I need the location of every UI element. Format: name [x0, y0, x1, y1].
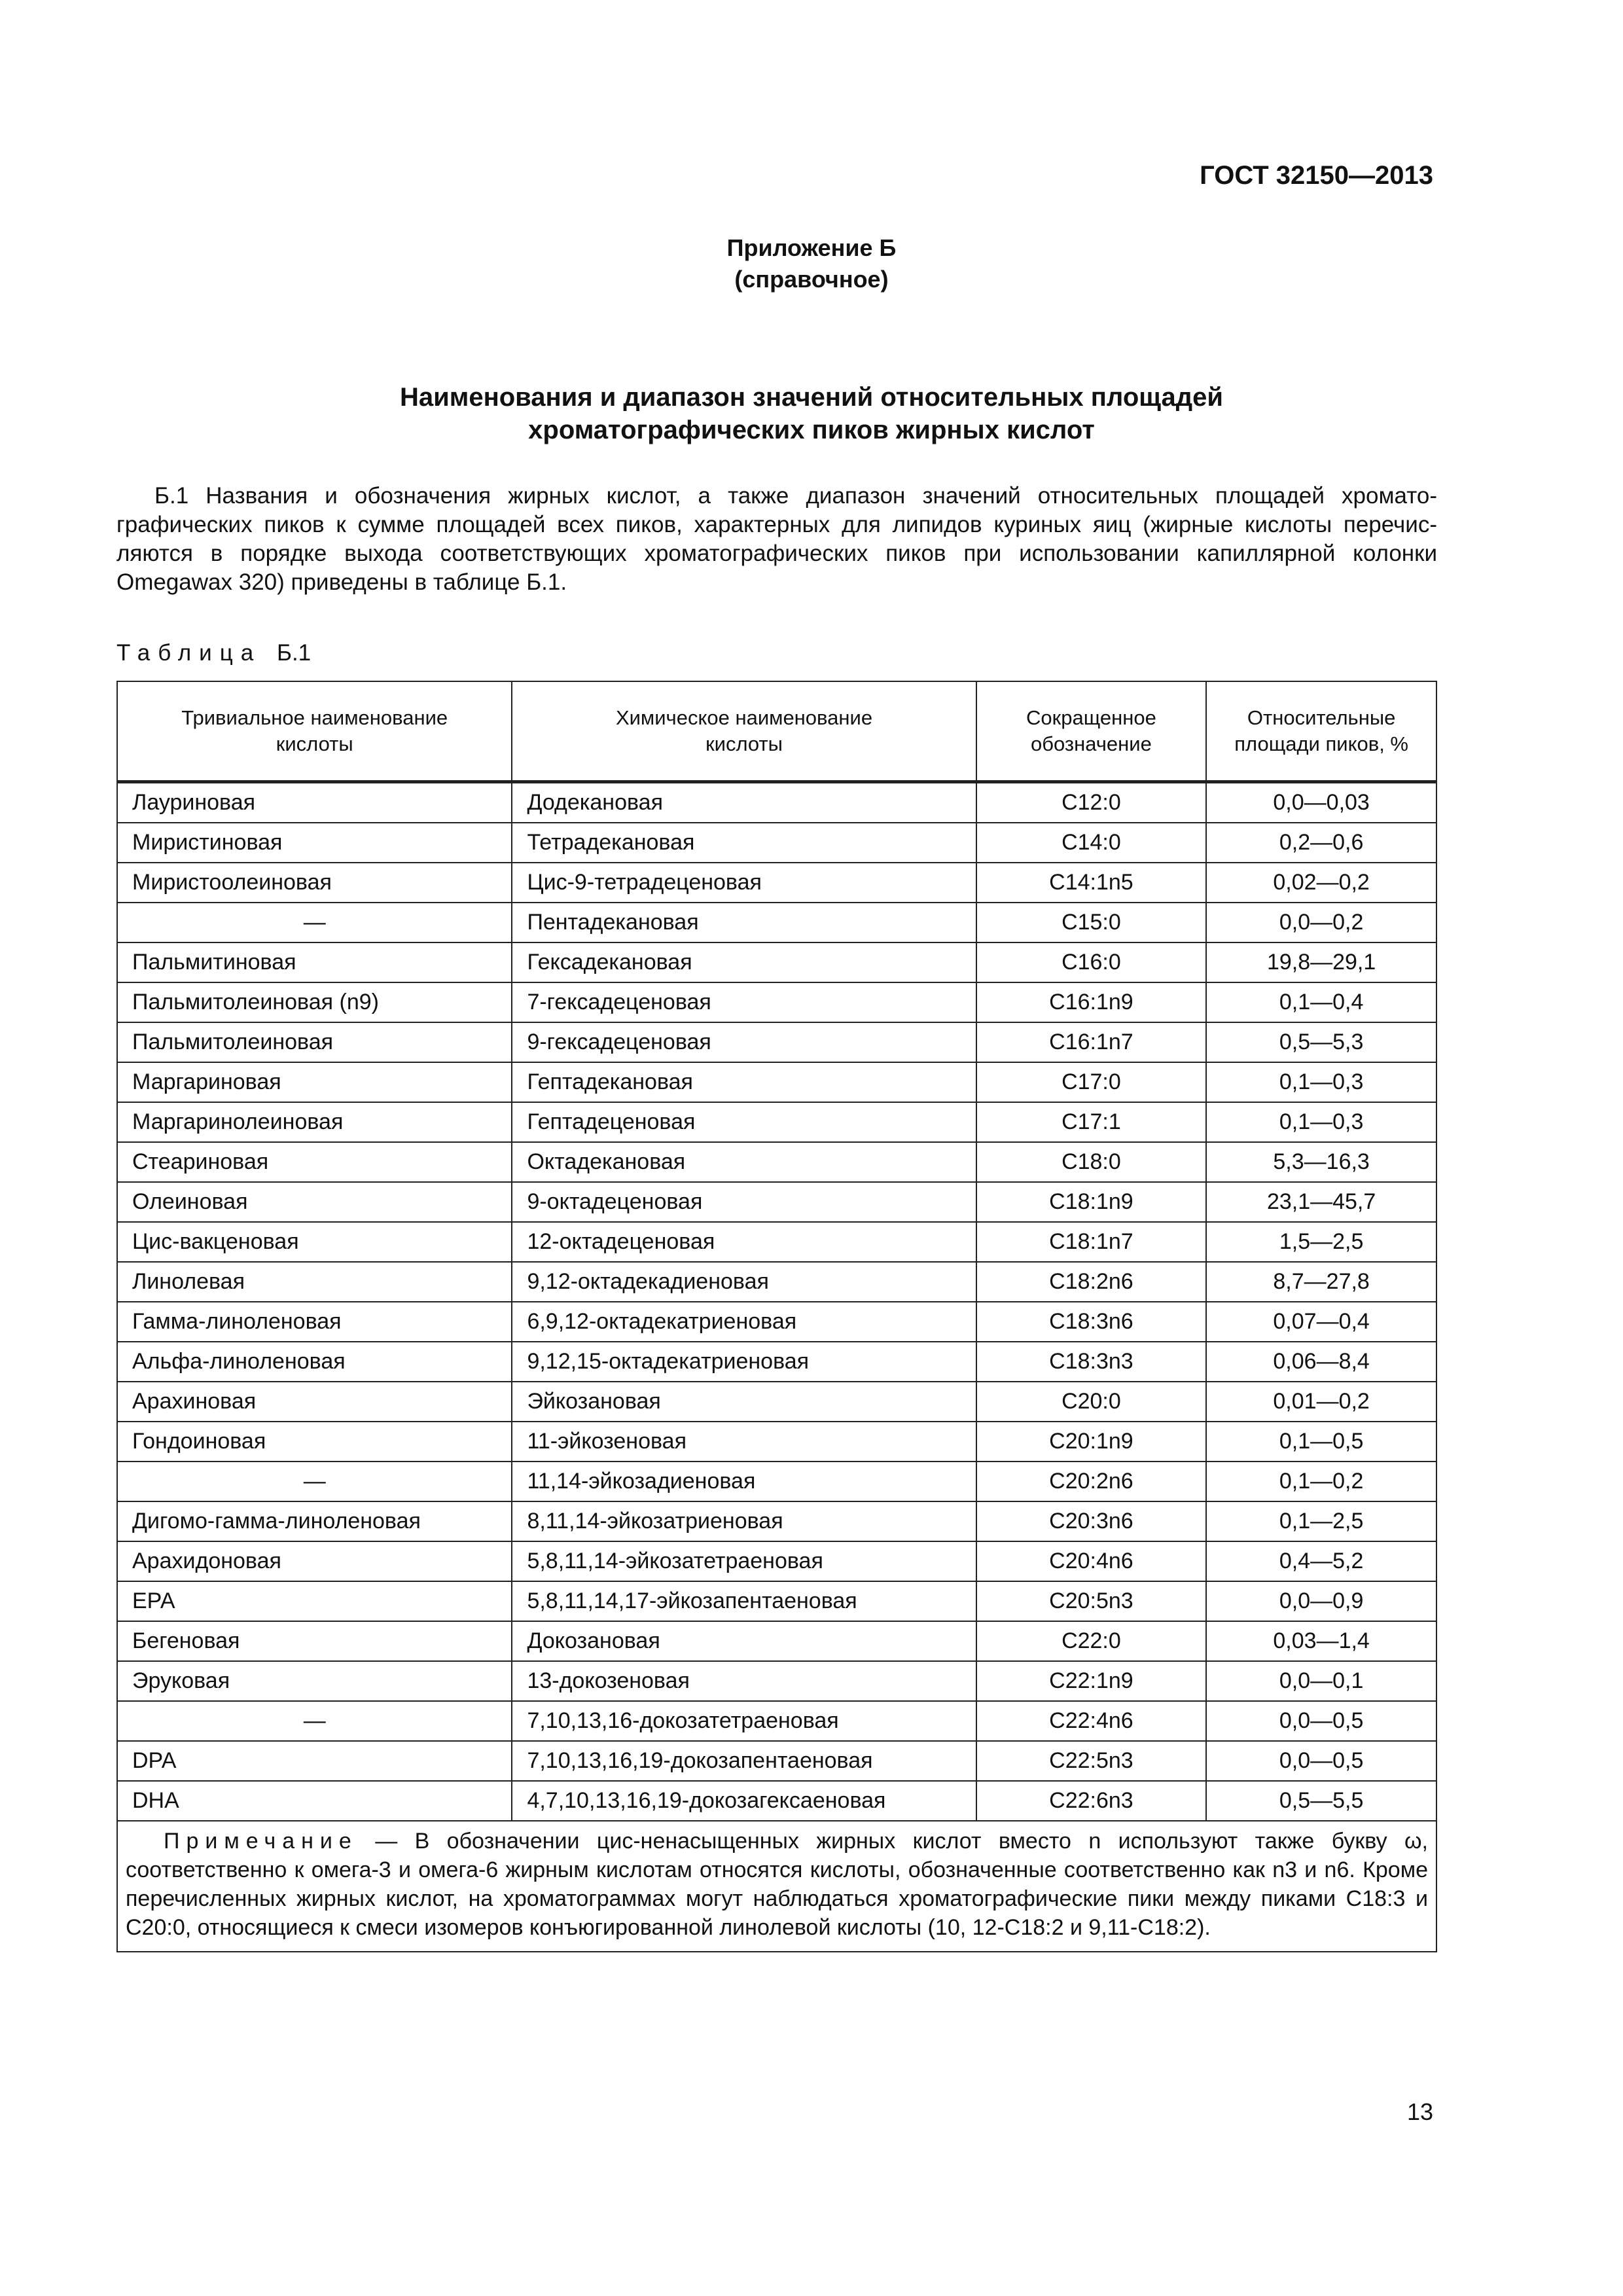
- table-row: [117, 1142, 1436, 1182]
- table-row: [117, 1382, 1436, 1422]
- cell-trivial: Цис-вакценовая: [117, 1222, 512, 1262]
- cell-chemical: Гептадеценовая: [512, 1102, 976, 1142]
- header-chemical-name: Химическое наименование кислоты: [512, 681, 976, 782]
- cell-designation: C22:5n3: [976, 1741, 1207, 1781]
- cell-chemical: 6,9,12-октадекатриеновая: [512, 1302, 976, 1342]
- table-row: [117, 1581, 1436, 1621]
- table-header-row: [117, 681, 1436, 782]
- cell-area-range: 0,0—0,9: [1206, 1581, 1436, 1621]
- appendix-subtitle: (справочное): [734, 266, 889, 293]
- cell-area-range: 0,1—2,5: [1206, 1501, 1436, 1541]
- table-note: [117, 1821, 1436, 1952]
- cell-chemical: 9,12,15-октадекатриеновая: [512, 1342, 976, 1382]
- cell-designation: C22:4n6: [976, 1701, 1207, 1741]
- cell-designation: C18:3n3: [976, 1342, 1207, 1382]
- cell-designation: C18:1n7: [976, 1222, 1207, 1262]
- table-row: [117, 1062, 1436, 1102]
- cell-chemical: 7-гексадеценовая: [512, 982, 976, 1022]
- cell-area-range: 0,5—5,3: [1206, 1022, 1436, 1062]
- cell-trivial: Миристоолеиновая: [117, 863, 512, 903]
- cell-chemical: 9-гексадеценовая: [512, 1022, 976, 1062]
- cell-area-range: 8,7—27,8: [1206, 1262, 1436, 1302]
- cell-area-range: 0,03—1,4: [1206, 1621, 1436, 1661]
- cell-chemical: Пентадекановая: [512, 903, 976, 942]
- note-label: Примечание: [164, 1829, 358, 1854]
- cell-area-range: 0,1—0,2: [1206, 1462, 1436, 1501]
- table-row: [117, 1501, 1436, 1541]
- cell-chemical: 13-докозеновая: [512, 1661, 976, 1701]
- table-row: [117, 1302, 1436, 1342]
- cell-trivial: —: [117, 1462, 512, 1501]
- cell-trivial: Линолевая: [117, 1262, 512, 1302]
- table-row: [117, 823, 1436, 863]
- section-title-line-2: хроматографических пиков жирных кислот: [528, 416, 1095, 444]
- cell-designation: C18:1n9: [976, 1182, 1207, 1222]
- header-trivial-name: Тривиальное наименование кислоты: [117, 681, 512, 782]
- cell-chemical: Гептадекановая: [512, 1062, 976, 1102]
- table-row: [117, 982, 1436, 1022]
- cell-designation: C20:5n3: [976, 1581, 1207, 1621]
- cell-area-range: 0,1—0,3: [1206, 1062, 1436, 1102]
- table-caption: [116, 640, 311, 666]
- cell-trivial: DPA: [117, 1741, 512, 1781]
- cell-designation: C20:4n6: [976, 1541, 1207, 1581]
- table-row: [117, 1222, 1436, 1262]
- cell-chemical: Эйкозановая: [512, 1382, 976, 1422]
- paragraph-line: Omegawax 320) приведены в таблице Б.1.: [116, 569, 567, 595]
- page-number: 13: [1406, 2098, 1433, 2125]
- intro-paragraph: [116, 482, 1437, 597]
- cell-area-range: 5,3—16,3: [1206, 1142, 1436, 1182]
- section-title-line-1: Наименования и диапазон значений относительных площадей: [400, 383, 1223, 412]
- cell-trivial: EPA: [117, 1581, 512, 1621]
- cell-chemical: 11-эйкозеновая: [512, 1422, 976, 1462]
- cell-area-range: 19,8—29,1: [1206, 942, 1436, 982]
- cell-designation: C16:1n7: [976, 1022, 1207, 1062]
- paragraph-line: Б.1 Названия и обозначения жирных кислот, а также диапазон значений относительных площадей хромато-: [154, 483, 1437, 509]
- cell-chemical: 9,12-октадекадиеновая: [512, 1262, 976, 1302]
- table-caption-label: Таблица: [116, 640, 262, 666]
- cell-chemical: Гексадекановая: [512, 942, 976, 982]
- cell-trivial: Маргаринолеиновая: [117, 1102, 512, 1142]
- cell-trivial: Стеариновая: [117, 1142, 512, 1182]
- header-short-designation: Сокращенное обозначение: [976, 681, 1207, 782]
- section-title: [0, 381, 1623, 446]
- cell-trivial: Арахиновая: [117, 1382, 512, 1422]
- cell-trivial: Лауриновая: [117, 782, 512, 823]
- cell-area-range: 0,02—0,2: [1206, 863, 1436, 903]
- cell-area-range: 0,06—8,4: [1206, 1342, 1436, 1382]
- table-caption-number: Б.1: [276, 640, 312, 666]
- cell-designation: C12:0: [976, 782, 1207, 823]
- table-row: [117, 903, 1436, 942]
- cell-designation: C20:2n6: [976, 1462, 1207, 1501]
- cell-designation: C18:3n6: [976, 1302, 1207, 1342]
- header-relative-area: Относительные площади пиков, %: [1206, 681, 1436, 782]
- table-row: [117, 1741, 1436, 1781]
- cell-area-range: 0,0—0,03: [1206, 782, 1436, 823]
- cell-trivial: Дигомо-гамма-линоленовая: [117, 1501, 512, 1541]
- table-row: [117, 782, 1436, 823]
- appendix-heading: [0, 232, 1623, 295]
- cell-trivial: Эруковая: [117, 1661, 512, 1701]
- cell-trivial: —: [117, 903, 512, 942]
- table-row: [117, 1022, 1436, 1062]
- table-note-row: [117, 1821, 1436, 1952]
- cell-area-range: 23,1—45,7: [1206, 1182, 1436, 1222]
- table-row: [117, 863, 1436, 903]
- cell-trivial: DHA: [117, 1781, 512, 1821]
- cell-area-range: 0,2—0,6: [1206, 823, 1436, 863]
- table-row: [117, 1422, 1436, 1462]
- table-row: [117, 1781, 1436, 1821]
- cell-chemical: Цис-9-тетрадеценовая: [512, 863, 976, 903]
- table-row: [117, 942, 1436, 982]
- cell-area-range: 0,1—0,5: [1206, 1422, 1436, 1462]
- cell-designation: C17:1: [976, 1102, 1207, 1142]
- table-row: [117, 1661, 1436, 1701]
- cell-designation: C22:1n9: [976, 1661, 1207, 1701]
- cell-trivial: —: [117, 1701, 512, 1741]
- document-code: ГОСТ 32150—2013: [1200, 161, 1433, 190]
- cell-chemical: Додекановая: [512, 782, 976, 823]
- cell-trivial: Пальмитолеиновая (n9): [117, 982, 512, 1022]
- cell-trivial: Пальмитиновая: [117, 942, 512, 982]
- cell-area-range: 0,0—0,5: [1206, 1741, 1436, 1781]
- cell-chemical: 5,8,11,14-эйкозатетраеновая: [512, 1541, 976, 1581]
- cell-chemical: 11,14-эйкозадиеновая: [512, 1462, 976, 1501]
- cell-designation: C18:2n6: [976, 1262, 1207, 1302]
- paragraph-line: графических пиков к сумме площадей всех пиков, характерных для липидов куриных яиц (жирные кислоты перечис-: [116, 512, 1437, 537]
- table-row: [117, 1462, 1436, 1501]
- cell-chemical: 5,8,11,14,17-эйкозапентаеновая: [512, 1581, 976, 1621]
- cell-chemical: 7,10,13,16-докозатетраеновая: [512, 1701, 976, 1741]
- cell-chemical: 7,10,13,16,19-докозапентаеновая: [512, 1741, 976, 1781]
- cell-trivial: Альфа-линоленовая: [117, 1342, 512, 1382]
- cell-area-range: 0,07—0,4: [1206, 1302, 1436, 1342]
- cell-designation: C20:1n9: [976, 1422, 1207, 1462]
- cell-chemical: 8,11,14-эйкозатриеновая: [512, 1501, 976, 1541]
- note-text: — В обозначении цис-ненасыщенных жирных кислот вместо n используют также букву ω, соответственно к омега-3 и омега-6 жирным кислотам относятся кислоты, обозначенные соответственно как n3 и n6. Кроме перечисленных жирных кислот, на хроматограммах могут наблюдаться хроматографические пики между пиками C18:3 и C20:0, относящиеся к смеси изомеров конъюгированной линолевой кислоты (10, 12-C18:2 и 9,11-C18:2).: [126, 1829, 1428, 1940]
- cell-trivial: Гондоиновая: [117, 1422, 512, 1462]
- appendix-title: Приложение Б: [726, 234, 897, 261]
- cell-chemical: 12-октадеценовая: [512, 1222, 976, 1262]
- cell-area-range: 0,0—0,5: [1206, 1701, 1436, 1741]
- cell-chemical: Октадекановая: [512, 1142, 976, 1182]
- cell-area-range: 0,0—0,2: [1206, 903, 1436, 942]
- cell-trivial: Олеиновая: [117, 1182, 512, 1222]
- cell-chemical: 9-октадеценовая: [512, 1182, 976, 1222]
- cell-designation: C22:0: [976, 1621, 1207, 1661]
- cell-trivial: Миристиновая: [117, 823, 512, 863]
- table-row: [117, 1102, 1436, 1142]
- cell-designation: C20:0: [976, 1382, 1207, 1422]
- table-row: [117, 1541, 1436, 1581]
- cell-trivial: Арахидоновая: [117, 1541, 512, 1581]
- cell-area-range: 0,4—5,2: [1206, 1541, 1436, 1581]
- cell-designation: C20:3n6: [976, 1501, 1207, 1541]
- cell-designation: C14:0: [976, 823, 1207, 863]
- cell-area-range: 0,1—0,3: [1206, 1102, 1436, 1142]
- cell-chemical: Тетрадекановая: [512, 823, 976, 863]
- table-row: [117, 1182, 1436, 1222]
- cell-trivial: Бегеновая: [117, 1621, 512, 1661]
- paragraph-line: ляются в порядке выхода соответствующих хроматографических пиков при использовании капиллярной колонки: [116, 541, 1437, 566]
- cell-trivial: Маргариновая: [117, 1062, 512, 1102]
- cell-trivial: Пальмитолеиновая: [117, 1022, 512, 1062]
- cell-chemical: Докозановая: [512, 1621, 976, 1661]
- table-row: [117, 1262, 1436, 1302]
- cell-designation: C16:1n9: [976, 982, 1207, 1022]
- cell-designation: C16:0: [976, 942, 1207, 982]
- cell-designation: C17:0: [976, 1062, 1207, 1102]
- cell-area-range: 0,1—0,4: [1206, 982, 1436, 1022]
- fatty-acids-table: [116, 681, 1437, 1952]
- cell-designation: C18:0: [976, 1142, 1207, 1182]
- cell-area-range: 1,5—2,5: [1206, 1222, 1436, 1262]
- cell-area-range: 0,5—5,5: [1206, 1781, 1436, 1821]
- table-row: [117, 1701, 1436, 1741]
- table-row: [117, 1621, 1436, 1661]
- cell-designation: C22:6n3: [976, 1781, 1207, 1821]
- cell-chemical: 4,7,10,13,16,19-докозагексаеновая: [512, 1781, 976, 1821]
- cell-designation: C15:0: [976, 903, 1207, 942]
- cell-trivial: Гамма-линоленовая: [117, 1302, 512, 1342]
- table-row: [117, 1342, 1436, 1382]
- cell-designation: C14:1n5: [976, 863, 1207, 903]
- cell-area-range: 0,01—0,2: [1206, 1382, 1436, 1422]
- cell-area-range: 0,0—0,1: [1206, 1661, 1436, 1701]
